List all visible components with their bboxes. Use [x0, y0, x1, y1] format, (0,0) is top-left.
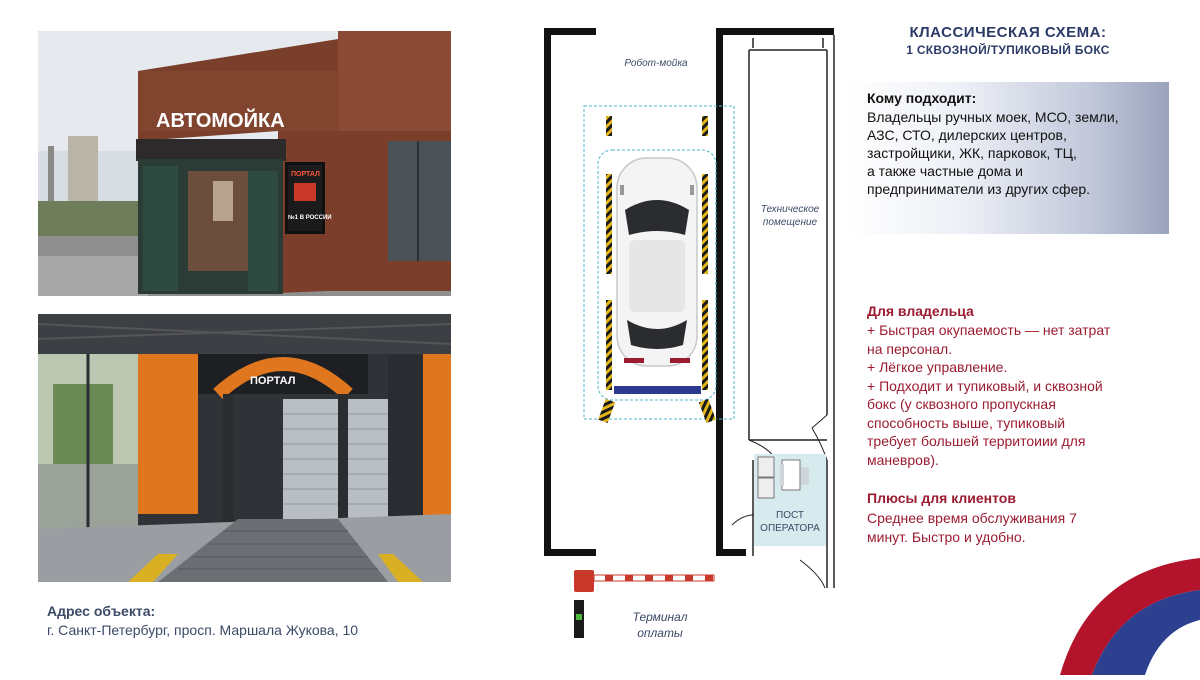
- tech-room-label-line2: помещение: [762, 217, 818, 228]
- poster-brand-text: ПОРТАЛ: [291, 171, 320, 178]
- wash-bay-interior-photo: [38, 314, 451, 582]
- scheme-title: [858, 24, 1158, 57]
- who-line: Владельцы ручных моек, МСО, земли,: [867, 109, 1119, 125]
- exterior-sign-text: АВТОМОЙКА: [156, 110, 285, 132]
- owner-line: бокс (у сквозного пропускная: [867, 396, 1056, 412]
- address-text: г. Санкт-Петербург, просп. Маршала Жукова, 10: [47, 622, 359, 638]
- owner-line: + Лёгкое управление.: [867, 359, 1008, 375]
- owner-line: способность выше, тупиковый: [867, 414, 1066, 431]
- owner-line: + Быстрая окупаемость — нет затрат: [867, 322, 1111, 338]
- who-fits-title: Кому подходит:: [867, 90, 977, 106]
- owner-benefits-title: Для владельца: [867, 303, 974, 319]
- operator-post-label: [754, 509, 826, 535]
- scheme-title-line1: КЛАССИЧЕСКАЯ СХЕМА:: [909, 24, 1107, 41]
- client-benefits-title: Плюсы для клиентов: [867, 490, 1016, 506]
- poster-slogan-text: №1 В РОССИИ: [288, 215, 332, 221]
- payment-terminal-line1: Терминал: [632, 610, 688, 624]
- operator-post-line1: ПОСТ: [776, 510, 804, 521]
- owner-line: требует большей территоиии для: [867, 433, 1086, 449]
- owner-line: + Подходит и тупиковый, и сквозной: [867, 377, 1103, 394]
- owner-benefits-text: [867, 321, 1167, 469]
- who-line: АЗС, СТО, дилерских центров,: [867, 127, 1067, 143]
- operator-post-line2: ОПЕРАТОРА: [760, 523, 820, 534]
- who-fits-text: [867, 108, 1167, 198]
- owner-line: на персонал.: [867, 340, 953, 357]
- floor-plan-diagram: [520, 20, 850, 660]
- robot-wash-label: Робот-мойка: [624, 58, 688, 69]
- decorative-swoosh: [1050, 550, 1200, 675]
- car-wash-exterior-photo: [38, 31, 451, 296]
- tech-room-label-line1: Техническое: [760, 204, 820, 215]
- who-line: а также частные дома и: [867, 163, 1023, 179]
- client-line: минут. Быстро и удобно.: [867, 528, 1026, 545]
- payment-terminal-line2: оплаты: [637, 626, 683, 640]
- client-line: Среднее время обслуживания 7: [867, 510, 1077, 526]
- client-benefits-text: [867, 509, 1167, 546]
- scheme-title-line2: 1 СКВОЗНОЙ/ТУПИКОВЫЙ БОКС: [906, 43, 1110, 57]
- payment-terminal-label: [610, 609, 710, 641]
- who-line: застройщики, ЖК, парковок, ТЦ,: [867, 145, 1077, 161]
- car-illustration: [617, 158, 697, 366]
- address-label: Адрес объекта:: [47, 603, 156, 619]
- who-line: предприниматели из других сфер.: [867, 181, 1091, 197]
- arch-brand-text: ПОРТАЛ: [250, 375, 296, 387]
- owner-line: маневров).: [867, 451, 939, 468]
- tech-room-label: [752, 203, 828, 229]
